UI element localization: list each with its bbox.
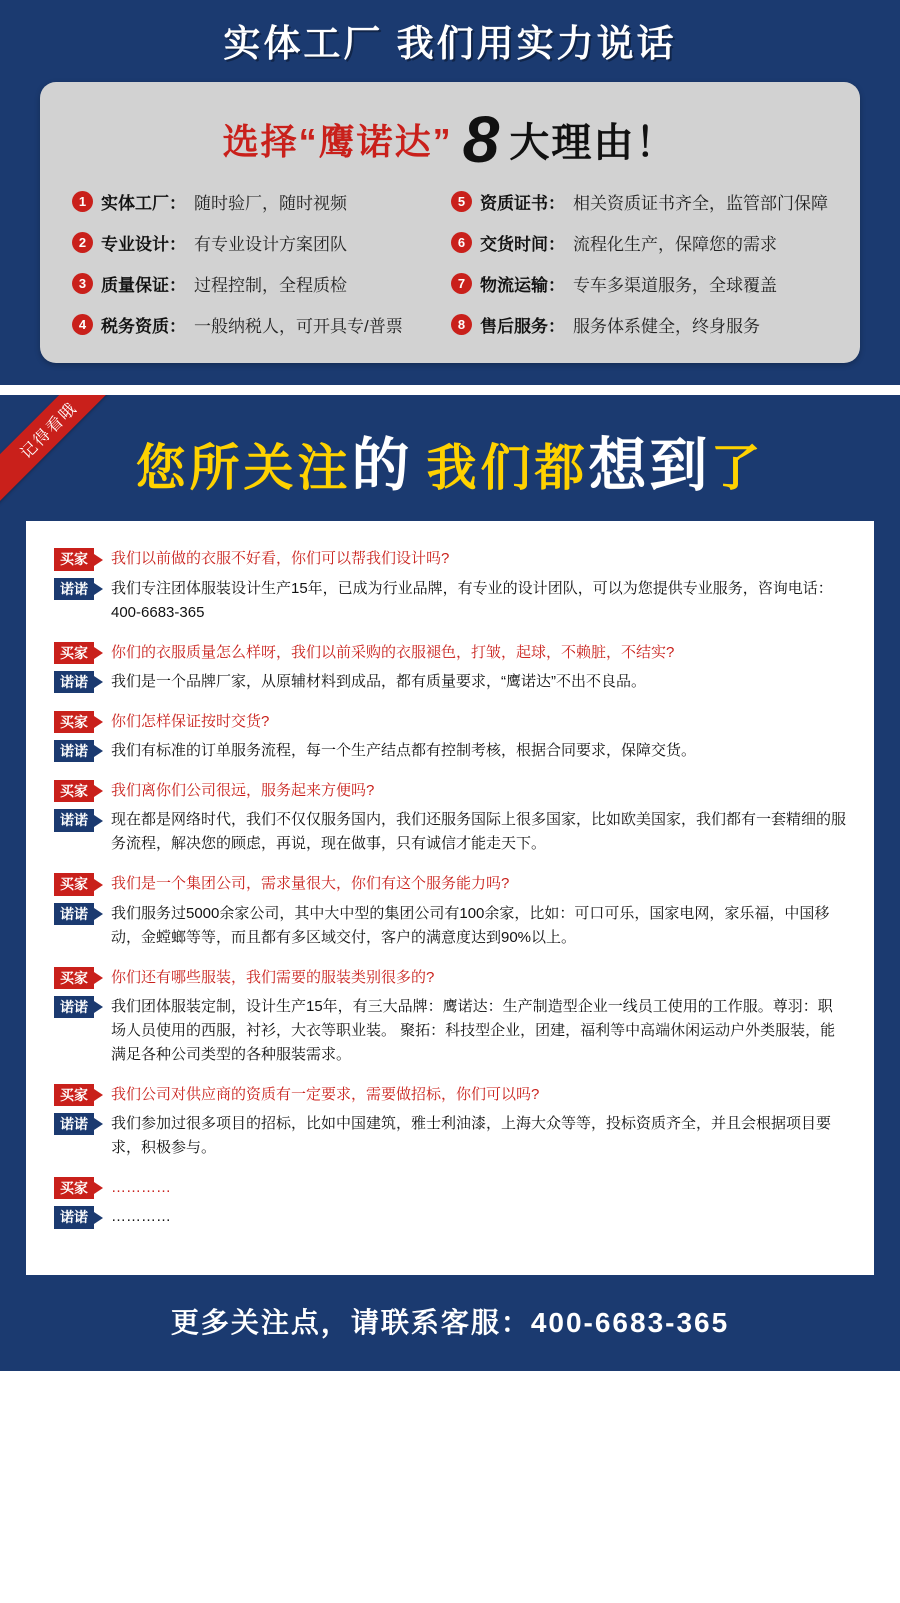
- buyer-tag: 买家: [54, 967, 94, 989]
- qa-question: [54, 779, 846, 802]
- qa-question: [54, 547, 846, 570]
- qa-answer: [54, 577, 846, 625]
- qa-question: [54, 966, 846, 989]
- qa-block: [54, 1176, 846, 1229]
- buyer-tag: 买家: [54, 1177, 94, 1199]
- seller-tag: 诺诺: [54, 903, 94, 925]
- reason-number-badge: 6: [451, 232, 472, 253]
- seller-tag: 诺诺: [54, 671, 94, 693]
- answer-text: 现在都是网络时代，我们不仅仅服务国内，我们还服务国际上很多国家，比如欧美国家，我们都有一套精细的服务流程，解决您的顾虑，再说，现在做事，只有诚信才能走天下。: [111, 811, 847, 853]
- corner-ribbon: 记得看哦: [0, 395, 123, 505]
- reason-desc: 服务体系健全，终身服务: [573, 317, 760, 337]
- reason-title: 交货时间：: [480, 235, 565, 255]
- question-text: 你们怎样保证按时交货?: [111, 712, 270, 730]
- reason-item: [451, 230, 828, 255]
- faq-card: [26, 521, 874, 1275]
- question-text: 我们是一个集团公司，需求量很大，你们有这个服务能力吗?: [111, 875, 510, 893]
- qa-answer: [54, 1112, 846, 1160]
- reason-item: [451, 271, 828, 296]
- faq-headline: [0, 395, 900, 521]
- answer-text: 我们服务过5000余家公司，其中大中型的集团公司有100余家，比如：可口可乐，国家电网，家乐福，中国移动，金螳螂等等，而且都有多区域交付，客户的满意度达到90%以上。: [111, 904, 830, 946]
- reasons-heading-number: 8: [462, 102, 500, 177]
- reason-title: 售后服务：: [480, 317, 565, 337]
- section-advantages: [0, 0, 900, 385]
- qa-answer: [54, 902, 846, 950]
- qa-block: [54, 779, 846, 856]
- qa-question: [54, 872, 846, 895]
- qa-block: [54, 1083, 846, 1160]
- reason-number-badge: 4: [72, 314, 93, 335]
- reason-number-badge: 5: [451, 191, 472, 212]
- reason-desc: 相关资质证书齐全，监管部门保障: [573, 194, 828, 214]
- reason-title: 税务资质：: [101, 317, 186, 337]
- qa-question: [54, 641, 846, 664]
- reason-title: 物流运输：: [480, 276, 565, 296]
- reason-item: [72, 189, 441, 214]
- question-text: 你们的衣服质量怎么样呀，我们以前采购的衣服褪色，打皱，起球，不赖脏，不结实?: [111, 643, 675, 661]
- seller-tag: 诺诺: [54, 740, 94, 762]
- reason-item: [72, 312, 441, 337]
- reason-title: 实体工厂：: [101, 194, 186, 214]
- buyer-tag: 买家: [54, 711, 94, 733]
- qa-block: [54, 872, 846, 949]
- seller-tag: 诺诺: [54, 578, 94, 600]
- answer-text: …………: [111, 1208, 171, 1226]
- buyer-tag: 买家: [54, 873, 94, 895]
- qa-question: [54, 1083, 846, 1106]
- reason-desc: 专车多渠道服务，全球覆盖: [573, 276, 777, 296]
- buyer-tag: 买家: [54, 642, 94, 664]
- qa-block: [54, 641, 846, 694]
- question-text: …………: [111, 1179, 171, 1197]
- qa-answer: [54, 670, 846, 694]
- qa-answer: [54, 739, 846, 763]
- section-divider: [0, 385, 900, 395]
- reason-item: [451, 312, 828, 337]
- buyer-tag: 买家: [54, 548, 94, 570]
- reason-desc: 过程控制，全程质检: [194, 276, 347, 296]
- headline-part-4: 想到: [588, 433, 711, 499]
- seller-tag: 诺诺: [54, 1206, 94, 1228]
- qa-block: [54, 547, 846, 624]
- reason-number-badge: 1: [72, 191, 93, 212]
- reasons-grid: [66, 189, 834, 337]
- reason-number-badge: 8: [451, 314, 472, 335]
- qa-question: [54, 710, 846, 733]
- buyer-tag: 买家: [54, 780, 94, 802]
- seller-tag: 诺诺: [54, 996, 94, 1018]
- qa-block: [54, 966, 846, 1067]
- qa-answer: [54, 995, 846, 1067]
- reason-item: [72, 271, 441, 296]
- reason-number-badge: 2: [72, 232, 93, 253]
- reasons-heading-right: 大理由！: [509, 121, 678, 166]
- question-text: 你们还有哪些服装，我们需要的服装类别很多的?: [111, 968, 435, 986]
- reasons-heading: [66, 100, 834, 189]
- seller-tag: 诺诺: [54, 1113, 94, 1135]
- reasons-card: [40, 82, 860, 363]
- qa-block: [54, 710, 846, 763]
- headline-part-2: 的: [351, 433, 413, 499]
- reason-title: 质量保证：: [101, 276, 186, 296]
- question-text: 我们公司对供应商的资质有一定要求，需要做招标，你们可以吗?: [111, 1085, 540, 1103]
- headline-part-1: 您所关注: [135, 440, 352, 497]
- seller-tag: 诺诺: [54, 809, 94, 831]
- reason-desc: 有专业设计方案团队: [194, 235, 347, 255]
- answer-text: 我们专注团体服装设计生产15年，已成为行业品牌，有专业的设计团队，可以为您提供专业服务，咨询电话：400-6683-365: [111, 579, 833, 621]
- qa-question: [54, 1176, 846, 1199]
- reason-desc: 一般纳税人，可开具专/普票: [194, 317, 403, 337]
- question-text: 我们离你们公司很远，服务起来方便吗?: [111, 782, 375, 800]
- reason-desc: 随时验厂，随时视频: [194, 194, 347, 214]
- question-text: 我们以前做的衣服不好看，你们可以帮我们设计吗?: [111, 550, 450, 568]
- answer-text: 我们是一个品牌厂家，从原辅材料到成品，都有质量要求，“鹰诺达”不出不良品。: [111, 672, 646, 690]
- reason-desc: 流程化生产，保障您的需求: [573, 235, 777, 255]
- reason-title: 专业设计：: [101, 235, 186, 255]
- headline-part-3: 我们都: [426, 440, 589, 497]
- reason-item: [72, 230, 441, 255]
- buyer-tag: 买家: [54, 1084, 94, 1106]
- reason-number-badge: 7: [451, 273, 472, 294]
- answer-text: 我们有标准的订单服务流程，每一个生产结点都有控制考核，根据合同要求，保障交货。: [111, 742, 697, 760]
- reason-title: 资质证书：: [480, 194, 565, 214]
- answer-text: 我们团体服装定制，设计生产15年，有三大品牌：鹰诺达：生产制造型企业一线员工使用的工作服。尊羽：职场人员使用的西服，衬衫，大衣等职业装。 聚拓：科技型企业，团建，福利等中高端休闲运动户外类服装，能满足各种公司类型的各种服装需求。: [111, 997, 836, 1063]
- qa-answer: [54, 808, 846, 856]
- footer-contact: 更多关注点，请联系客服：400-6683-365: [0, 1275, 900, 1371]
- banner-title: 实体工厂 我们用实力说话: [223, 23, 677, 64]
- reason-number-badge: 3: [72, 273, 93, 294]
- reasons-heading-left: 选择“鹰诺达”: [222, 121, 453, 163]
- section-faq: [0, 395, 900, 1371]
- reason-item: [451, 189, 828, 214]
- headline-part-5: 了: [710, 440, 765, 497]
- answer-text: 我们参加过很多项目的招标，比如中国建筑，雅士利油漆，上海大众等等，投标资质齐全，并且会根据项目要求，积极参与。: [111, 1115, 832, 1157]
- qa-answer: [54, 1205, 846, 1229]
